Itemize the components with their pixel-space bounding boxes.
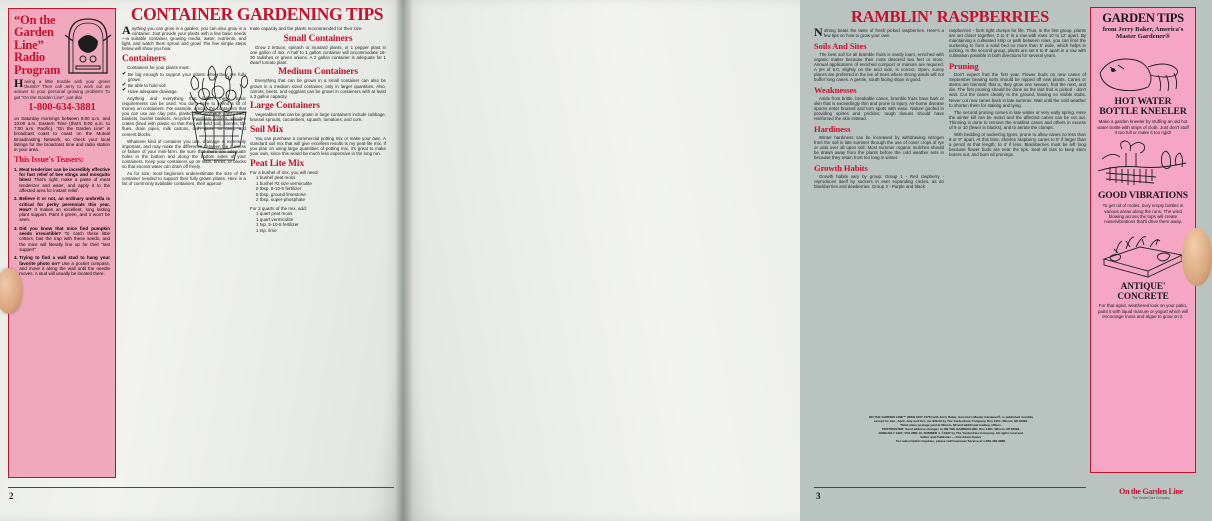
check-icon: ✔ <box>122 70 127 77</box>
tip-title-hot-water-bottle-kneeler: HOT WATER BOTTLE KNEELER <box>1099 95 1187 118</box>
growth-habits-body: Growth habits vary by group: Group 1 - Red raspberry - reproduces itself by suckers in ever expanding circles, as do blackberries and dewberries. Group 2 - Purple and black <box>814 173 944 189</box>
teaser-item <box>14 226 110 252</box>
containers-paragraph-4: As for size, most beginners underestimate the size of the container needed to support their fully grown plants. Here is a list of commonly available containers, their approxi- <box>122 171 246 187</box>
left-page <box>0 0 404 521</box>
small-containers-body: Grow 2 lettuce, spinach or mustard plants, or 1 pepper plant in one gallon of mix. A half to 1 gallon container will accommodate 16-30 radishes or green onions. A 2 gallon container is adequate for 1 dwarf tomato plant. <box>250 44 386 65</box>
recipe-ingredient: 1 quart peat moss <box>256 211 293 217</box>
column-container-sizes <box>250 26 386 236</box>
garden-tips-subtitle: from Jerry Baker, America's Master Gardener® <box>1102 26 1184 41</box>
thumb-overlay <box>1182 228 1212 286</box>
intro-text: nything you can grow in a garden, you can also grow in a container. Just provide your plants with a few basic needs—a suitable container, growing media, water, nutrients, and light, and watch them sprout and grow! The few simple steps below will show you how. <box>122 26 246 52</box>
colophon-line: ON THE GARDEN LINE™ (ISSN 1067-7275) with Jerry Baker, America's Master Gardener®, is published monthly <box>868 415 1034 419</box>
footer-logo <box>1104 487 1198 500</box>
footer-rule <box>814 487 1086 488</box>
check-icon: ✔ <box>122 87 127 94</box>
heading-large-containers: Large Containers <box>250 101 320 112</box>
medium-containers-body: Everything that can be grown in a small container can also be grown in a medium sized container, only in larger quantities. Also, carrots, beets, and eggplant can be grown in containers with at least a 3 gallon capacity. <box>250 78 386 99</box>
list-item-label: Be big enough to support your plants when they are fully grown. <box>128 72 246 83</box>
recipe-ingredient: 2 tbsp. super-phosphate <box>256 197 305 203</box>
teaser-bold: Believe it or not, an ordinary umbrella is critical for perky perennials this year. How? <box>19 196 110 212</box>
teaser-number: 3. <box>14 225 18 231</box>
weaknesses-body: Aside from brittle, breakable canes, bramble fruits have bark or skin that is exceedingly thin and prone to injury. Air-borne disease spores enter bruised and torn spots with ease. Nature goofed in providing spines and prickles; tough tissues should have reinforced the skin instead. <box>814 95 944 122</box>
tip-body-antique-concrete: For that aged, weathered look on your patio, paint it with liquid manure or yogurt which will encourage moss and algae to grow on it. <box>1097 303 1189 319</box>
tip-title-antique-concrete: ANTIQUE' CONCRETE <box>1117 280 1169 302</box>
teaser-rest: Use a pocket compass, and move it along the wall until the needle moves. A stud will usually be located there. <box>19 260 111 277</box>
radio-blurb-text: aving a little trouble with your green thumb? Then call Jerry to work out an answer to your personal growing problem! To get “On the Garden Line”, just dial <box>14 79 110 100</box>
page-title-ramblin-raspberries: RAMBLIN' RASPBERRIES <box>851 7 1049 26</box>
heading-soil-mix: Soil Mix <box>250 125 284 136</box>
radio-dropcap: H <box>14 76 24 91</box>
colophon-line: except for Jan., April, July and Oct., for $29.00 by The YardenCare Company, Box 1001, Wixom, MI 48393. <box>874 419 1028 423</box>
page-number-left: 2 <box>9 491 14 501</box>
teaser-bold: Meat tenderizer can be incredibly effective for fast relief of bee stings and mosquito bites! <box>19 166 110 183</box>
garden-tips-sidebar <box>1090 7 1196 473</box>
teaser-rest: That's right; make a paste of meat tenderizer and water, and apply it to the affected area for instant relief. <box>19 177 110 193</box>
large-containers-body: Vegetables that can be grown in large containers include cabbage, brussel sprouts, cucumbers, squash, tomatoes, and corn. <box>250 112 386 123</box>
teaser-text <box>19 255 110 276</box>
tip-title-good-vibrations: GOOD VIBRATIONS <box>1097 190 1189 202</box>
recipe-ingredient: 1 bushel peat moss <box>256 175 296 181</box>
recipe-bushel <box>250 170 386 203</box>
radio-blurb <box>14 76 110 100</box>
pruning-paragraph-2: The second pruning comes in late winter or very early spring. Here the winter kill can be noted and the affected canes can be cut out. Thinning is done to remove the smallest canes and others in excess of 9 or 10 (fewer in blacks), and to aerate the clumps. <box>949 109 1086 130</box>
thumb-overlay <box>0 268 22 314</box>
broadcast-hours: on Saturday mornings between 8:00 a.m. and 10:00 a.m. Eastern Time (that's 5:00 a.m. to 7:00 a.m. Pacific). “On the Garden Line” is broadcast coast to coast on the Mutual Broadcasting Network, so check your local listings for the broadcast time and radio station in your area. <box>14 115 110 153</box>
teaser-text <box>19 167 110 193</box>
tip-body-hot-water-bottle-kneeler: Make a garden kneeler by stuffing an old hot water bottle with strips of cloth. Just don't stuff it too full or make it too rigid! <box>1097 119 1189 135</box>
soils-body: The best soil for all bramble fruits is sandy loam, enriched with organic matter because their roots descend two feet or more. Annual applications of enriched compost or manure are required. A pH of 6.0, slightly on the acid side, is correct. Open, sunny places are preferred in the lee of trees where strong winds will not buffer long canes. A gentle, south facing slope is good. <box>814 51 944 83</box>
list-item-label: Have adequate drainage. <box>128 88 178 94</box>
recipe-ingredient: 1 tsp. lime <box>256 227 277 233</box>
colophon <box>822 415 1080 443</box>
colophon-line: POSTMASTER: Send address changes to ON THE GARDEN LINE, Box 1001, Wixom, MI 48393. <box>881 427 1021 431</box>
heading-hardiness: Hardiness <box>814 123 851 134</box>
check-icon: ✔ <box>122 81 127 88</box>
kneeling-pad-illustration-icon <box>1096 43 1190 95</box>
list-item <box>122 72 246 82</box>
radio-illustration-icon <box>65 15 111 75</box>
list-item-label: Be able to hold soil. <box>128 82 167 88</box>
intro-dropcap: N <box>814 25 823 39</box>
intro-dropcap: A <box>122 23 131 37</box>
radio-show-title: “On the Garden Line” Radio Program <box>14 13 61 77</box>
tip-body-good-vibrations: To get rid of moles, bury empty bottles in various areas along the runs. The wind blowing across the tops will create noise/vibrations that'll drive them away. <box>1102 203 1184 225</box>
teasers-heading: This Issue's Teasers: <box>14 155 84 165</box>
colophon-line: Third-class postage paid at Wixom, MI and additional mailing offices. <box>900 423 1002 427</box>
hardiness-body: Winter hardiness can be increased by withdrawing nitrogen from the soil in late summer through the use of cover crops of rye or oats over all open soil. Most summer organic mulches should be drawn away from the plants before the cold weather sets in because they retain frost too long in winter. <box>814 134 944 161</box>
column-pruning <box>949 28 1086 160</box>
teaser-bold: Trying to find a wall stud to hang your favorite photo on? <box>19 255 110 266</box>
intro-paragraph <box>122 23 246 52</box>
right-page <box>404 0 1189 521</box>
colophon-line: For subscription inquiries, please call Customer Service at 1-800-336-3885. <box>895 439 1007 443</box>
column-container-basics <box>122 23 246 188</box>
teaser-bold: Did you know that mice find pumpkin seeds irresistible? <box>19 225 110 237</box>
colophon-line: Editor and Publisher — Kim Adam Gasior <box>920 435 982 439</box>
heading-small-containers: Small Containers <box>283 33 353 44</box>
garden-tips-title: GARDEN TIPS <box>1102 11 1184 25</box>
intro-text: othing beats the taste of fresh picked raspberries. Here's a few tips on how to grow your own. <box>823 28 944 39</box>
soil-mix-body: You can purchase a commercial potting mix or make your own. A standard soil mix that will give excellent results is my peat-lite mix. If you plan on using large quantities of potting mix, it's great to make your own, since this would be much less expensive in the long run. <box>250 136 386 157</box>
containers-paragraph-2: Anything and everything that fulfills these basic requirements can be used. You don't have to spend a lot of money on containers. For example, among the containers that you can use are clay pots, plastic pots, garbage cans, wash baskets, bushel baskets, recycled styrofoam coolers, wooden crates (lined with plastic so that they will hold soil), barrels, tile flues, drain pipes, milk cartons, dish pans, tin cans, and cement blocks. <box>122 95 246 137</box>
heading-peat-lite-mix: Peat Lite Mix <box>250 158 305 169</box>
recipe-lead: For a bushel of mix, you will need: <box>250 169 319 175</box>
teaser-rest: To catch these little critters, bait the trap with these seeds, and the mice will literally line up for their “last supper!” <box>19 231 110 252</box>
footer-rule <box>8 487 394 488</box>
recipe-ingredient: 1 bushel #2 size vermiculite <box>256 180 312 186</box>
heading-growth-habits: Growth Habits <box>814 162 868 173</box>
pruning-paragraph-3: With bedding or suckering types, prune to allow canes no less than 8 or 9" apart. At this time, shorten raspberry canes to 5' if larger than a pencil at that length; to 4' if less. Blackberries must be left long because flower buds are near the tips. Seal all cuts to keep stem borers out, and burn all prunings. <box>949 132 1086 158</box>
column-raspberry-basics <box>814 25 944 191</box>
containers-paragraph-3: Whatever kind of container you use, drainage is extremely important, and may make the difference between the success or failure of your mini-farm. Be sure that there are adequate holes in the bottom and along the bottom sides of your containers. Keep your containers up on slats, bricks, or blocks so that excess water can drain off freely. <box>122 138 246 170</box>
teaser-rest: It makes an excellent, long lasting plant support. Paint it green, and it won't be seen. <box>19 206 110 223</box>
teaser-item <box>14 255 110 276</box>
teaser-number: 4. <box>14 255 18 261</box>
teaser-number: 2. <box>14 196 18 202</box>
heading-weaknesses: Weaknesses <box>814 84 857 95</box>
intro-paragraph <box>814 25 944 39</box>
heading-soils-and-sites: Soils And Sites <box>814 40 867 51</box>
patio-stone-illustration-icon <box>1096 227 1190 279</box>
teaser-text <box>19 196 110 222</box>
containers-lead: Containers for your plants must: <box>127 64 190 70</box>
list-item <box>122 89 246 94</box>
radio-program-box <box>8 8 116 478</box>
colophon-line: JUNE/JULY 1997, VOLUME 10, NUMBER 4. ©1997 by The YardenCare Company. All rights reserved. <box>878 431 1024 435</box>
heading-medium-containers: Medium Containers <box>278 67 358 78</box>
list-item <box>122 83 246 88</box>
recipe-lead: For 2 quarts of the mix, add: <box>250 205 307 211</box>
teaser-number: 1. <box>14 166 18 172</box>
carryover-text: raspberries - form tight clumps for life. Thus, in the first group, plants are set closer together, 2 to 4' in a row with rows 10 to 12' apart. By maintaining a cultivated strip or path between rows, you can limit the suckering to form a solid bed no more than 5' wide, which helps in picking. In the second group, plants are set 6 to 8' apart in a row with cultivation possible in both directions for several years. <box>949 28 1086 59</box>
page-gutter <box>396 0 412 521</box>
heading-containers: Containers <box>122 53 166 64</box>
heading-pruning: Pruning <box>949 61 979 72</box>
teaser-item <box>14 167 110 193</box>
recipe-ingredient: 8 tbsp. 5-10-5 fertilizer <box>256 186 302 192</box>
recipe-ingredient: 5 tbsp. ground limestone <box>256 191 306 197</box>
phone-number[interactable]: 1-800-634-3881 <box>28 101 96 113</box>
recipe-two-quarts <box>250 206 386 234</box>
page-title-container-gardening: CONTAINER GARDENING TIPS <box>130 4 384 24</box>
teaser-text <box>19 226 110 252</box>
container-requirements-list <box>122 72 246 94</box>
bottle-in-ground-illustration-icon <box>1096 137 1190 189</box>
footer-logo-name: On the Garden Line <box>1119 487 1183 496</box>
teaser-item <box>14 196 110 222</box>
page-number-right: 3 <box>816 491 821 501</box>
footer-logo-company: The YardenCare Company <box>1132 496 1170 500</box>
carryover-text: mate capacity and the plants recommended for their size. <box>250 26 363 31</box>
recipe-ingredient: 1 tsp. 5-10-5 fertilizer <box>256 222 299 228</box>
recipe-ingredient: 1 quart vermiculite <box>256 216 294 222</box>
pruning-paragraph-1: Don't expect fruit the first year. Flower buds on new canes of September bearing sorts should be nipped off new plants. Canes or stems are biennial; that is, they grow one season, fruit the next, and die. The first pruning should be done as the last fruit is picked - don't wait. Cut the canes cleanly to the ground, leaving no visible stubs. Never cut new canes back in late summer. Wait until the cold weather to shorten them for staking and tying. <box>949 72 1086 108</box>
